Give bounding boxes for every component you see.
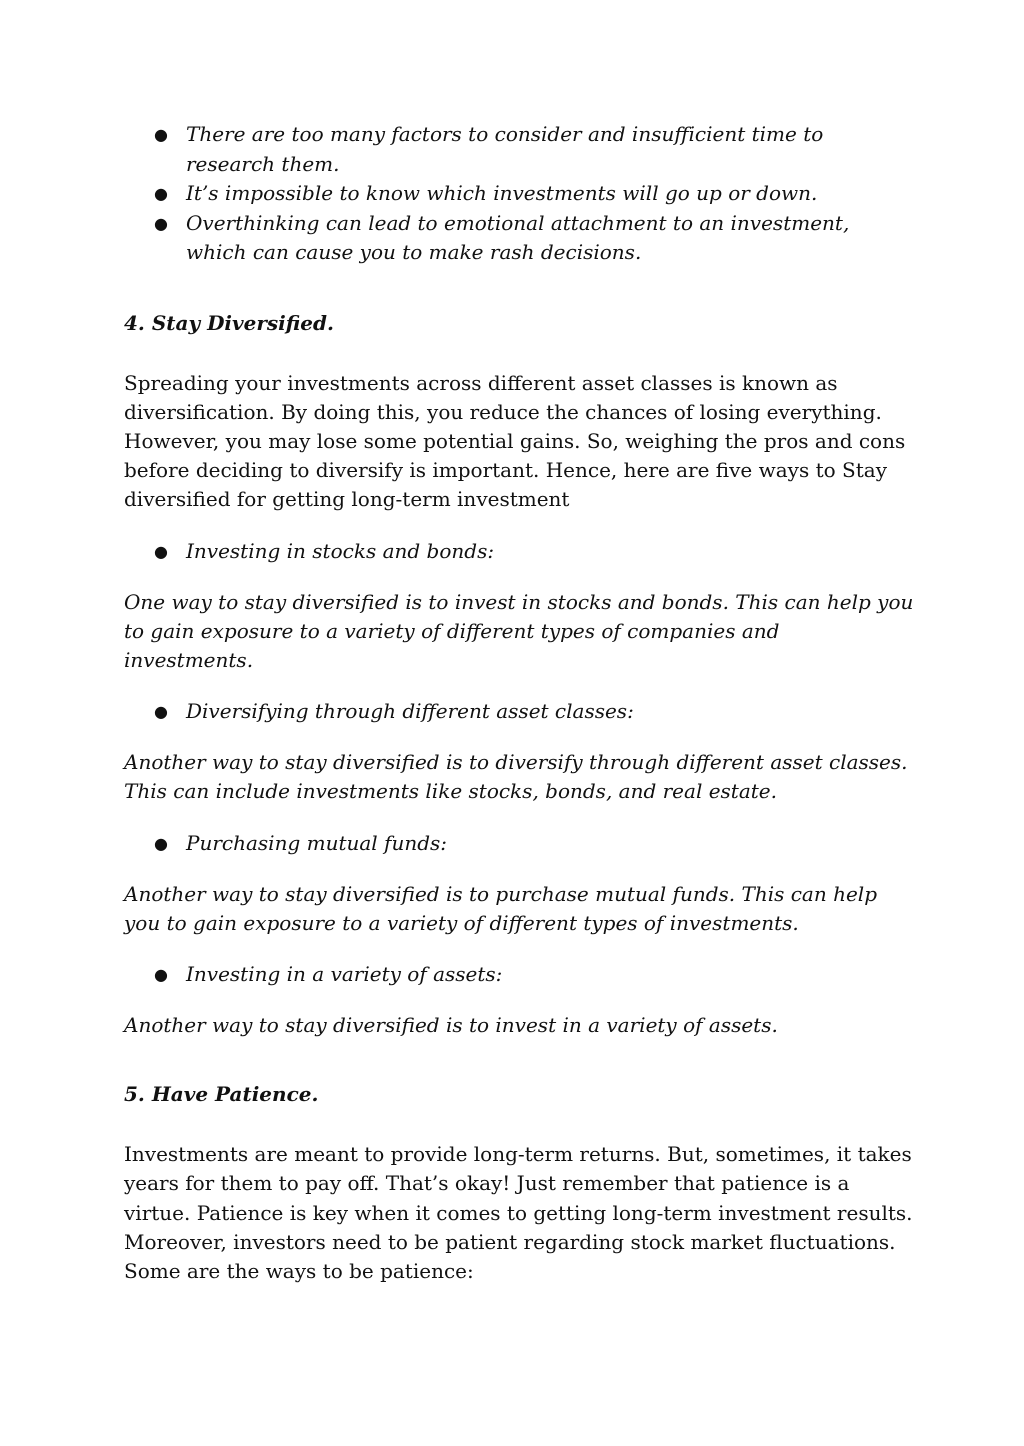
list-item: ● Investing in a variety of assets: [186,960,914,989]
bullet-dot-icon: ● [154,833,168,853]
bullet-dot-icon: ● [154,541,168,561]
bullet-dot-icon: ● [154,213,168,233]
list-item: ● Diversifying through different asset classes: [186,697,914,726]
bullet-dot-icon: ● [154,125,168,144]
bullet-dot-icon: ● [154,702,168,722]
section-4-intro: Spreading your investments across different asset classes is known as diversification. By doing this, you reduce the chances of losing everything. However, you may lose some potential gains. So, weighing the pros and cons before deciding to diversify is important. Hence, here are five ways to Stay diversified for getting long-term investment [124,370,906,512]
section-4-item-3-text: Another way to stay diversified is to purchase mutual funds. This can help you to gain exposure to a variety of different types of investments. [124,881,878,935]
section-4-bullet-2 [124,697,914,726]
section-4-bullet-1 [124,537,914,566]
document-page [124,120,914,1286]
list-item: ● Overthinking can lead to emotional attachment to an investment, which can cause you to make rash decisions. [154,210,850,264]
list-item: ● There are too many factors to consider and insufficient time to research them. [154,122,824,176]
list-item: ● Investing in stocks and bonds: [186,537,914,566]
section-4-bullet-4 [124,960,914,989]
section-4-item-4-text: Another way to stay diversified is to invest in a variety of assets. [124,1012,778,1037]
section-5-intro: Investments are meant to provide long-term returns. But, sometimes, it takes years for them to pay off. That’s okay! Just remember that patience is a virtue. Patience is key when it comes to getting long-term investment results. Moreover, investors need to be patient regarding stock market fluctuations. Some are the ways to be patience: [124,1142,913,1283]
bullet-dot-icon: ● [154,184,168,203]
section-4-item-1-text: One way to stay diversified is to invest in stocks and bonds. This can help you to gain exposure to a variety of different types of companies and investments. [124,589,914,672]
section-5-heading: 5. Have Patience. [124,1082,319,1107]
section-4-item-2-text: Another way to stay diversified is to diversify through different asset classes. This can include investments like stocks, bonds, and real estate. [124,750,908,804]
list-item: ● It’s impossible to know which investments will go up or down. [186,179,914,209]
section-4-bullet-3 [124,829,914,858]
intro-bullet-list [124,120,914,268]
section-4-heading: 4. Stay Diversified. [124,310,334,335]
bullet-dot-icon: ● [154,964,168,984]
list-item: ● Purchasing mutual funds: [186,829,914,858]
